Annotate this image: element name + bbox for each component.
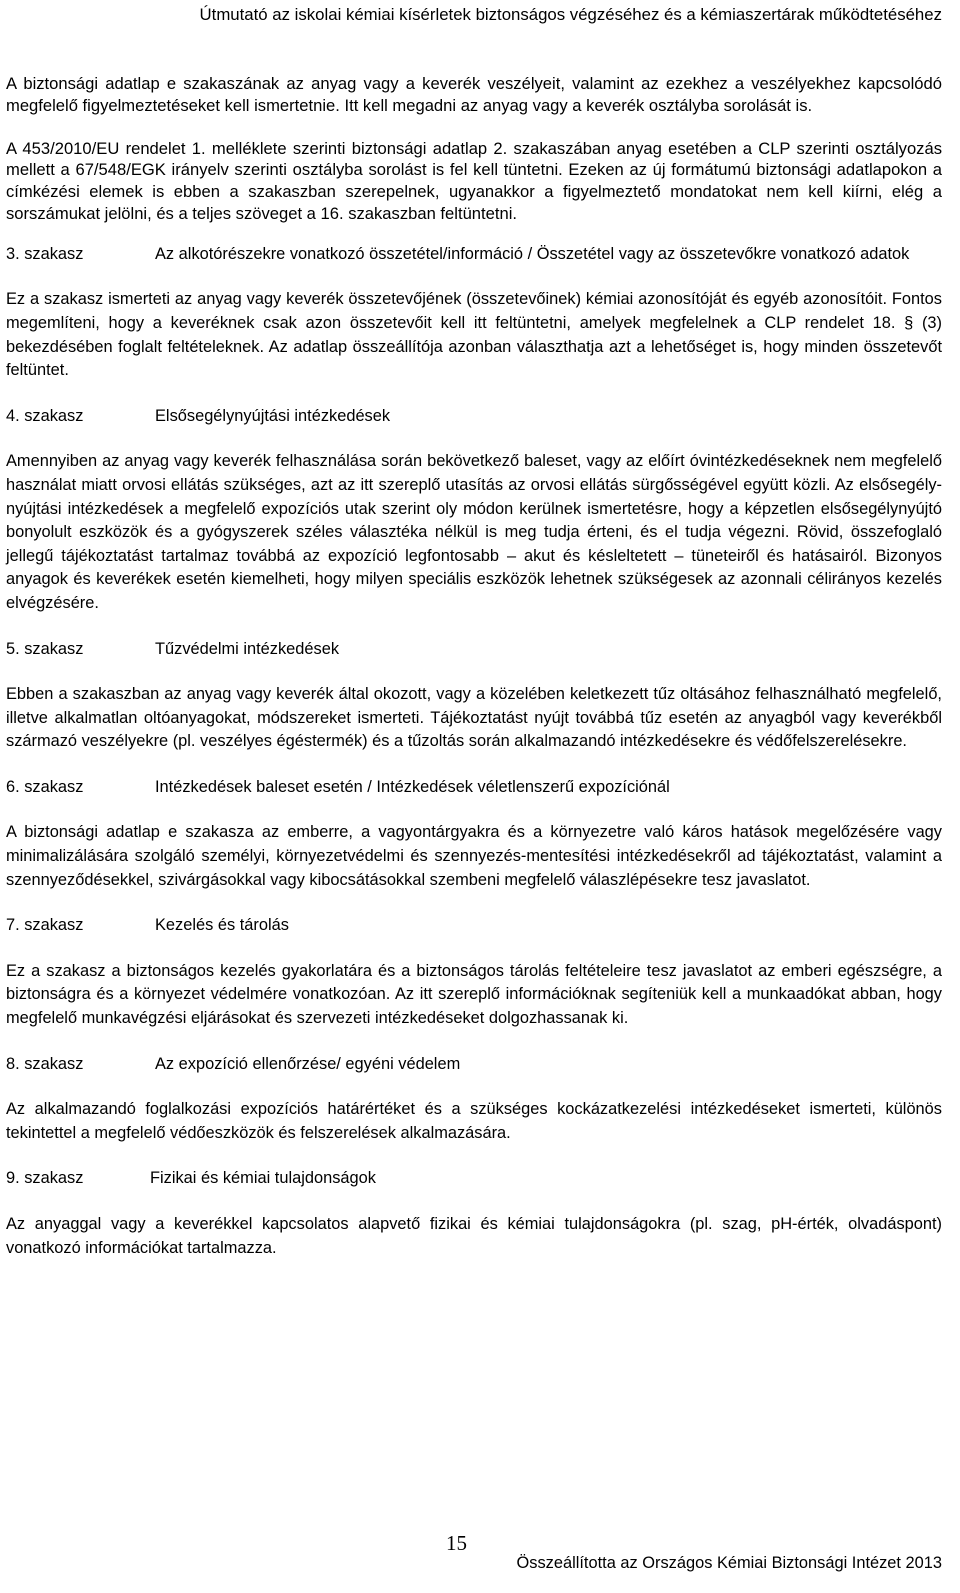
section-5-title: Tűzvédelmi intézkedések	[155, 639, 340, 658]
section-6-heading	[6, 776, 942, 800]
section-5-heading	[6, 638, 942, 662]
section-3-title: Az alkotórészekre vonatkozó összetétel/információ / Összetétel vagy az összetevőkre vonatkozó adatok	[155, 244, 910, 263]
section-8-heading	[6, 1053, 942, 1077]
section-3-heading	[6, 243, 942, 267]
section-3-number: 3. szakasz	[6, 244, 84, 263]
section-7-title: Kezelés és tárolás	[155, 916, 289, 935]
document-body	[6, 73, 942, 1260]
section-8-title: Az expozíció ellenőrzése/ egyéni védelem	[155, 1054, 461, 1073]
section-4-heading	[6, 405, 942, 429]
running-header: Útmutató az iskolai kémiai kísérletek biztonságos végzéséhez és a kémiaszertárak működtetéséhez	[199, 5, 942, 24]
section-7-number: 7. szakasz	[6, 916, 84, 935]
section-8-number: 8. szakasz	[6, 1054, 84, 1073]
section-5-number: 5. szakasz	[6, 639, 84, 658]
section-4-number: 4. szakasz	[6, 406, 84, 425]
section-9-text: Az anyaggal vagy a keverékkel kapcsolatos alapvető fizikai és kémiai tulajdonságokra (pl. szag, pH-érték, olvadáspont) vonatkozó információkat tartalmazza.	[6, 1215, 942, 1257]
section-3-text: Ez a szakasz ismerteti az anyag vagy keverék összetevőjének (összetevőinek) kémiai azonosítóját és egyéb azonosítóit. Fontos megemlíteni, hogy a keveréknek csak azon összetevőit kell itt feltüntetni, amelyek megfelelnek a CLP rendelet 18. § (3) bekezdésében foglalt feltételeknek. Az adatlap összeállítója azonban választhatja azt a lehetőséget is, hogy minden összetevőt feltüntet.	[6, 290, 942, 380]
section-8-text: Az alkalmazandó foglalkozási expozíciós határértéket és a szükséges kockázatkezelési intézkedéseket ismerteti, különös tekintettel a megfelelő védőeszközök és felszerelések alkalmazására.	[6, 1100, 942, 1142]
section-9-title: Fizikai és kémiai tulajdonságok	[150, 1169, 376, 1188]
intro-paragraph-1: A biztonsági adatlap e szakaszának az anyag vagy a keverék veszélyeit, valamint az ezekhez a veszélyekhez kapcsolódó megfelelő figyelmeztetéseket kell ismertetnie. Itt kell megadni az anyag vagy a keverék osztályba sorolását is.	[6, 74, 942, 115]
section-5-text: Ebben a szakaszban az anyag vagy keverék által okozott, vagy a közelében keletkezett tűz oltásához felhasználható megfelelő, illetve alkalmatlan oltóanyagokat, módszereket ismerteti. Tájékoztatást nyújt továbbá tűz esetén az anyagból vagy keverékből származó veszélyekre (pl. veszélyes égéstermék) és a tűzoltás során alkalmazandó intézkedésekre és védőfelszerelésekre.	[6, 685, 942, 751]
section-6-text: A biztonsági adatlap e szakasza az emberre, a vagyontárgyakra és a környezetre való káros hatások megelőzésére vagy minimalizálására szolgáló személyi, környezetvédelmi és szennyezés-mentesítési intézkedésekről ad tájékoztatást, valamint a szennyeződésekkel, szivárgásokkal vagy kibocsátásokkal szembeni megfelelő válaszlépésekre tesz javaslatot.	[6, 823, 942, 889]
section-4-text: Amennyiben az anyag vagy keverék felhasználása során bekövetkező baleset, vagy az előírt óvintézkedéseknek nem megfelelő használat miatt orvosi ellátás szükséges, azt az itt szereplő utasítás az orvosi ellátás sürgősségével együtt közli. Az elsősegély-nyújtási intézkedések a megfelelő expozíciós utak szerint oly módon kerülnek ismertetésre, hogy a képzetlen elsősegélynyújtó bonyolult eszközök és a gyógyszerek széles választéka nélkül is meg tudja érteni, és el tudja végezni. Rövid, összefoglaló jellegű tájékoztatást tartalmaz továbbá az expozíció legfontosabb – akut és késleltetett – tüneteiről és hatásairól. Bizonyos anyagok és keverékek esetén kiemelheti, hogy milyen speciális eszközök lehetnek szükségesek az azonnali célirányos kezelés elvégzésére.	[6, 452, 942, 612]
footer-organization: Összeállította az Országos Kémiai Biztonsági Intézet 2013	[516, 1554, 942, 1572]
section-7-heading	[6, 914, 942, 938]
section-9-heading	[6, 1167, 942, 1191]
page-number: 15	[446, 1531, 467, 1555]
section-6-title: Intézkedések baleset esetén / Intézkedések véletlenszerű expozíciónál	[155, 777, 670, 796]
section-4-title: Elsősegélynyújtási intézkedések	[155, 406, 391, 425]
intro-paragraph-2: A 453/2010/EU rendelet 1. melléklete szerinti biztonsági adatlap 2. szakaszában anyag esetében a CLP szerinti osztályozás mellett a 67/548/EGK irányelv szerinti osztályba sorolást is fel kell tüntetni. Ezeken az új formátumú biztonsági adatlapokon a címkézési elemek is ebben a szakaszban szerepelnek, ugyanakkor a figyelmeztető mondatokat nem kell kiírni, elég a sorszámukat jelölni, és a teljes szöveget a 16. szakaszban feltüntetni.	[6, 138, 942, 223]
section-9-number: 9. szakasz	[6, 1169, 84, 1188]
section-7-text: Ez a szakasz a biztonságos kezelés gyakorlatára és a biztonságos tárolás feltételeire tesz javaslatot az emberi egészségre, a biztonságra és a környezet védelmére vonatkozóan. Az itt szereplő információknak segíteniük kell a munkaadókat abban, hogy megfelelő munkavégzési eljárásokat és szervezeti intézkedéseket dolgozhassanak ki.	[6, 961, 942, 1028]
section-6-number: 6. szakasz	[6, 777, 84, 796]
